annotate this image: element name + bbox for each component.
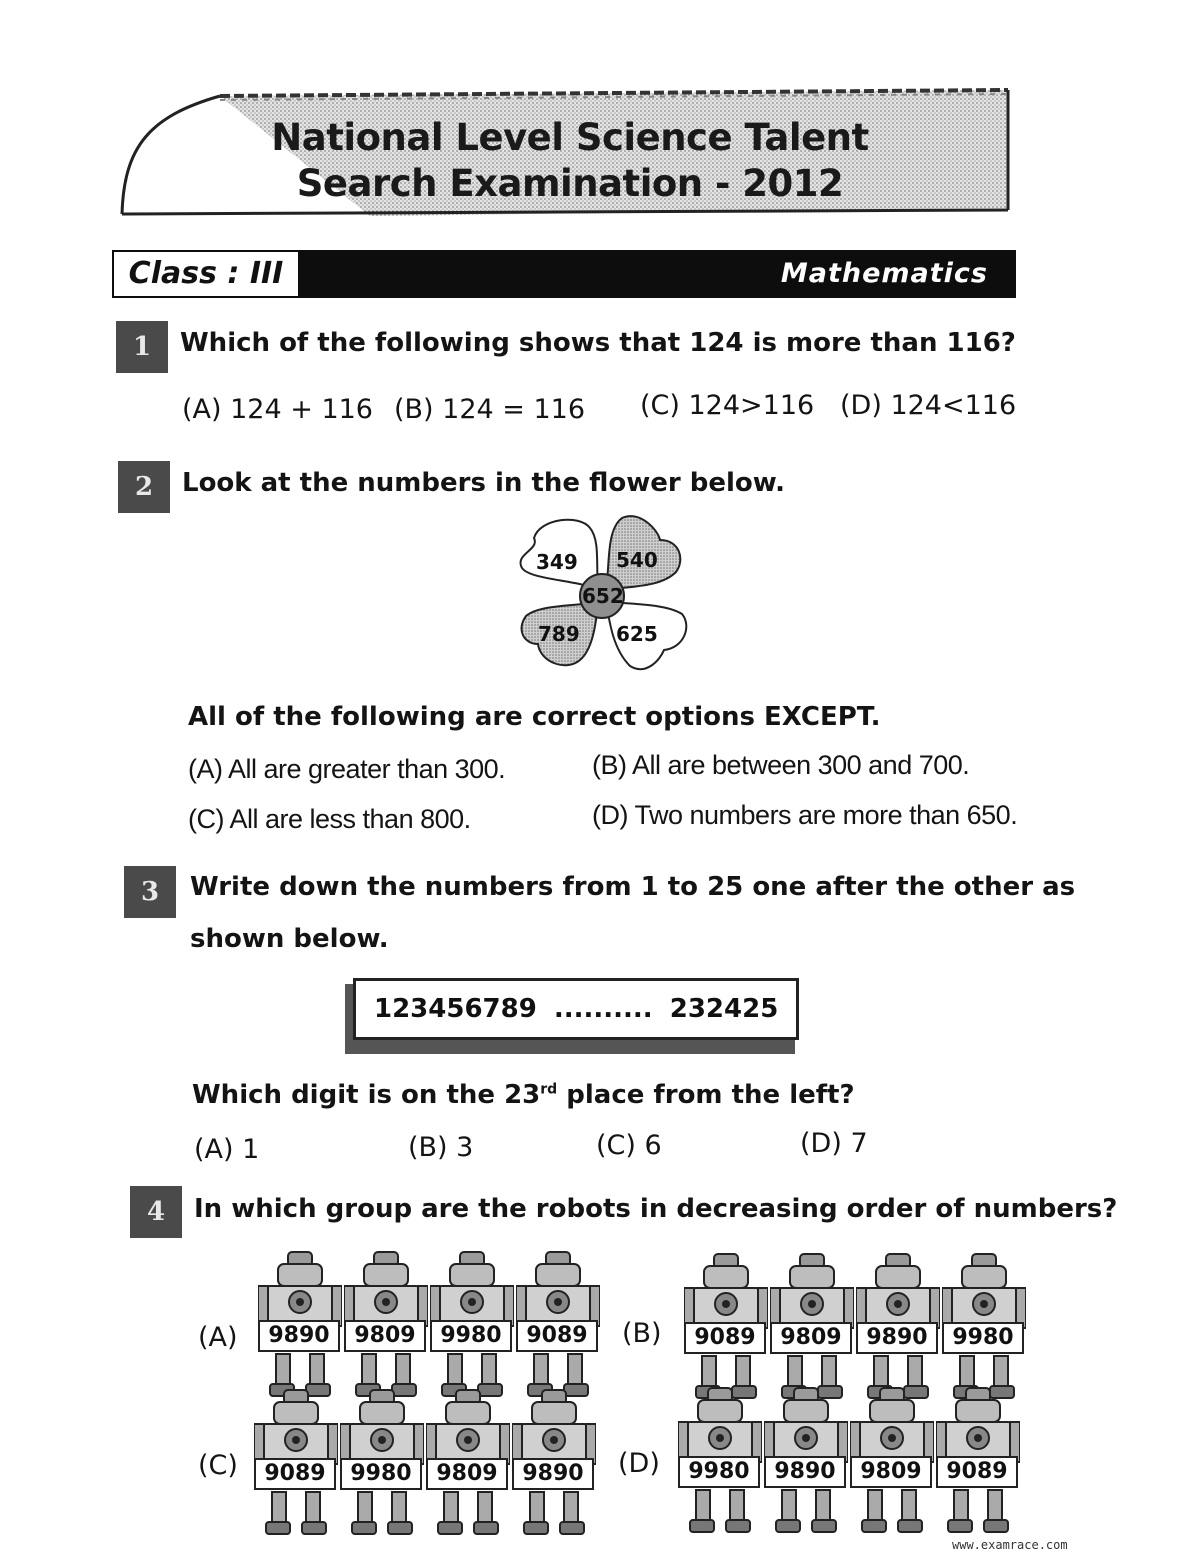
flower-center-number: 652 <box>582 584 624 608</box>
question-3-text-line2: shown below. <box>190 924 389 954</box>
robot-number-tag: 9809 <box>426 1458 508 1490</box>
strip-dots: .......... <box>553 994 653 1024</box>
robot-group-label-d: (D) <box>618 1448 660 1479</box>
robot-number-tag: 9089 <box>516 1320 598 1352</box>
question-number-1: 1 <box>116 321 168 373</box>
question-3-subtext <box>192 1080 855 1110</box>
banner-title-line1: National Level Science Talent <box>271 116 869 159</box>
number-strip <box>353 978 799 1040</box>
robot-group-label-a: (A) <box>198 1322 238 1353</box>
class-label: Class : III <box>114 252 301 296</box>
robot-figure <box>426 1388 510 1538</box>
q2-option-b: (B) All are between 300 and 700. <box>592 750 970 780</box>
class-subject-bar <box>112 250 1016 298</box>
robot-number-tag: 9890 <box>258 1320 340 1352</box>
robot-figure <box>684 1252 768 1402</box>
robot-figure <box>678 1386 762 1536</box>
banner-title-line2: Search Examination - 2012 <box>296 162 844 205</box>
robot-number-tag: 9980 <box>678 1456 760 1488</box>
robot-group-label-b: (B) <box>622 1318 662 1349</box>
robot-figure <box>936 1386 1020 1536</box>
robot-group-label-c: (C) <box>198 1450 238 1481</box>
question-number-4: 4 <box>130 1186 182 1238</box>
robot-figure <box>764 1386 848 1536</box>
robot-number-tag: 9980 <box>340 1458 422 1490</box>
robot-number-tag: 9980 <box>430 1320 512 1352</box>
flower-petal-number: 789 <box>538 622 580 646</box>
flower-diagram <box>510 510 695 680</box>
subject-label: Mathematics <box>780 258 988 289</box>
q1-option-a: (A) 124 + 116 <box>182 394 373 425</box>
robot-number-tag: 9890 <box>764 1456 846 1488</box>
robot-figure <box>512 1388 596 1538</box>
robot-number-tag: 9089 <box>254 1458 336 1490</box>
strip-end: 232425 <box>669 994 779 1024</box>
robot-number-tag: 9809 <box>344 1320 426 1352</box>
question-2-subtext: All of the following are correct options EXCEPT. <box>188 702 881 732</box>
robot-figure <box>770 1252 854 1402</box>
robot-number-tag: 9890 <box>856 1322 938 1354</box>
flower-petal-number: 540 <box>616 548 658 572</box>
q3-option-a: (A) 1 <box>194 1134 260 1165</box>
robot-figure <box>850 1386 934 1536</box>
subtext-pre: Which digit is on the 23 <box>192 1080 541 1110</box>
robot-figure <box>856 1252 940 1402</box>
q3-option-d: (D) 7 <box>800 1128 868 1159</box>
header-banner <box>120 86 1010 221</box>
question-2-text: Look at the numbers in the flower below. <box>182 468 786 498</box>
question-3-text-line1: Write down the numbers from 1 to 25 one after the other as <box>190 872 1076 902</box>
robot-number-tag: 9980 <box>942 1322 1024 1354</box>
subtext-post: place from the left? <box>557 1080 855 1110</box>
q1-option-c: (C) 124>116 <box>640 390 815 421</box>
robot-figure <box>254 1388 338 1538</box>
robot-figure <box>258 1250 342 1400</box>
robot-number-tag: 9809 <box>850 1456 932 1488</box>
q3-option-c: (C) 6 <box>596 1130 662 1161</box>
robot-number-tag: 9089 <box>936 1456 1018 1488</box>
watermark: www.examrace.com <box>952 1538 1068 1552</box>
number-strip-box <box>345 978 805 1054</box>
robot-figure <box>516 1250 600 1400</box>
q2-option-a: (A) All are greater than 300. <box>188 754 506 784</box>
q1-option-d: (D) 124<116 <box>840 390 1017 421</box>
flower-petal-number: 349 <box>536 550 578 574</box>
subtext-sup: rd <box>540 1081 558 1098</box>
q2-option-d: (D) Two numbers are more than 650. <box>592 800 1018 830</box>
robot-number-tag: 9809 <box>770 1322 852 1354</box>
robot-figure <box>344 1250 428 1400</box>
strip-start: 123456789 <box>374 994 537 1024</box>
question-4-text: In which group are the robots in decreasing order of numbers? <box>194 1194 1118 1224</box>
robot-number-tag: 9890 <box>512 1458 594 1490</box>
robot-figure <box>340 1388 424 1538</box>
robot-figure <box>430 1250 514 1400</box>
q2-option-c: (C) All are less than 800. <box>188 804 471 834</box>
question-number-3: 3 <box>124 866 176 918</box>
robot-figure <box>942 1252 1026 1402</box>
q3-option-b: (B) 3 <box>408 1132 474 1163</box>
robot-number-tag: 9089 <box>684 1322 766 1354</box>
flower-petal-number: 625 <box>616 622 658 646</box>
q1-option-b: (B) 124 = 116 <box>394 394 586 425</box>
question-number-2: 2 <box>118 461 170 513</box>
question-1-text: Which of the following shows that 124 is more than 116? <box>180 328 1016 358</box>
